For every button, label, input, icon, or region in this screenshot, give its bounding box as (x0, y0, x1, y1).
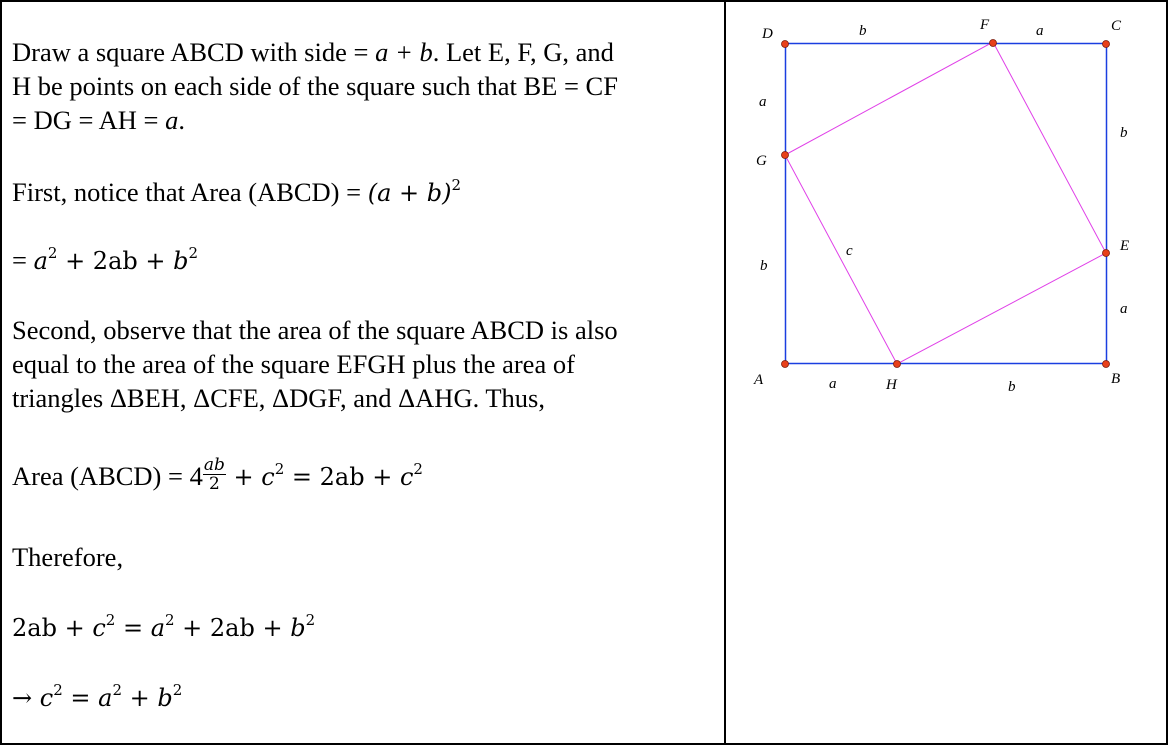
plus-sign: + (225, 463, 262, 491)
equals-sign: = (12, 245, 34, 275)
math-lhs: 2ab + (12, 614, 93, 642)
math-var: c (39, 684, 54, 712)
geometry-figure (726, 2, 1166, 743)
setup-text: Draw a square ABCD with side = (12, 37, 376, 67)
math-var: a (150, 614, 165, 642)
proof-paragraph-second (12, 313, 712, 415)
math-var: c (92, 614, 106, 642)
first-text: First, notice that Area (ABCD) = (12, 177, 368, 207)
point-b (1103, 361, 1110, 368)
proof-therefore (12, 540, 712, 574)
segment-var-a: a (165, 105, 179, 135)
exponent: 2 (172, 681, 183, 699)
table-border-bottom (0, 743, 1168, 745)
label-g: G (756, 153, 767, 169)
exponent: 2 (274, 460, 285, 478)
setup-text-3: H be points on each side of the square such that BE = CF (12, 71, 618, 101)
proof-paragraph-setup (12, 35, 712, 137)
exponent: 2 (105, 611, 116, 629)
proof-area-equation (12, 455, 712, 497)
label-e: E (1120, 238, 1130, 254)
proof-expansion (12, 243, 712, 278)
label-segment-right-a: a (1120, 301, 1128, 317)
table-border-left (0, 0, 2, 745)
therefore-text: Therefore, (12, 542, 124, 572)
math-var: a (33, 247, 48, 275)
exponent: 2 (165, 611, 175, 629)
label-segment-right-b: b (1120, 125, 1128, 141)
inner-square-efgh (785, 42, 1106, 364)
implies-arrow: → (12, 684, 40, 712)
equals-sign: = (115, 614, 151, 642)
point-g (782, 152, 789, 159)
point-h (894, 361, 901, 368)
label-segment-bottom-b: b (1008, 379, 1016, 395)
setup-period: . (178, 105, 185, 135)
exponent: 2 (305, 611, 316, 629)
setup-text-2: . Let E, F, G, and (432, 37, 614, 67)
proof-paragraph-first (12, 175, 712, 210)
fraction-numerator: ab (203, 455, 225, 476)
geometry-svg (726, 2, 1166, 743)
label-segment-left-a: a (759, 94, 767, 110)
label-b: B (1111, 371, 1121, 387)
point-a (782, 361, 789, 368)
label-segment-bottom-a: a (829, 376, 837, 392)
label-c: C (1111, 18, 1122, 34)
proof-equation-combined (12, 610, 712, 645)
math-var: b (290, 614, 306, 642)
point-f (990, 40, 997, 47)
point-c (1103, 41, 1110, 48)
math-var: a (98, 684, 113, 712)
exponent: 2 (413, 460, 423, 478)
equals-sign: = (62, 684, 99, 712)
fraction (203, 456, 226, 493)
label-a: A (754, 372, 764, 388)
label-segment-c: c (846, 243, 853, 259)
area-text: Area (ABCD) = 4 (12, 461, 203, 491)
label-f: F (980, 17, 990, 33)
math-mid: + 2ab + (57, 247, 174, 275)
side-length-expr: a + b (375, 37, 433, 67)
math-var: c (261, 463, 275, 491)
point-d (782, 41, 789, 48)
exponent: 2 (188, 244, 199, 262)
area-exponent: 2 (451, 176, 462, 194)
label-segment-top-b: b (859, 23, 867, 39)
label-segment-top-a: a (1036, 23, 1044, 39)
exponent: 2 (112, 681, 122, 699)
plus-sign: + (121, 684, 158, 712)
label-segment-left-b: b (760, 258, 768, 274)
fraction-denominator: 2 (208, 474, 220, 495)
label-h: H (886, 377, 897, 393)
math-var: b (173, 247, 189, 275)
math-var: c (399, 463, 414, 491)
proof-conclusion (12, 680, 712, 715)
point-e (1103, 250, 1110, 257)
second-text-3: triangles ΔBEH, ΔCFE, ΔDGF, and ΔAHG. Thus, (12, 383, 545, 413)
exponent: 2 (47, 244, 58, 262)
math-var: b (157, 684, 173, 712)
second-text-2: equal to the area of the square EFGH plus the area of (12, 349, 575, 379)
outer-square-abcd (786, 44, 1107, 364)
setup-text-4: = DG = AH = (12, 105, 166, 135)
area-expr: (a + b) (367, 179, 452, 207)
exponent: 2 (53, 681, 63, 699)
math-mid: = 2ab + (284, 463, 400, 491)
second-text-1: Second, observe that the area of the square ABCD is also (12, 315, 618, 345)
label-d: D (762, 26, 773, 42)
math-mid: + 2ab + (174, 614, 291, 642)
